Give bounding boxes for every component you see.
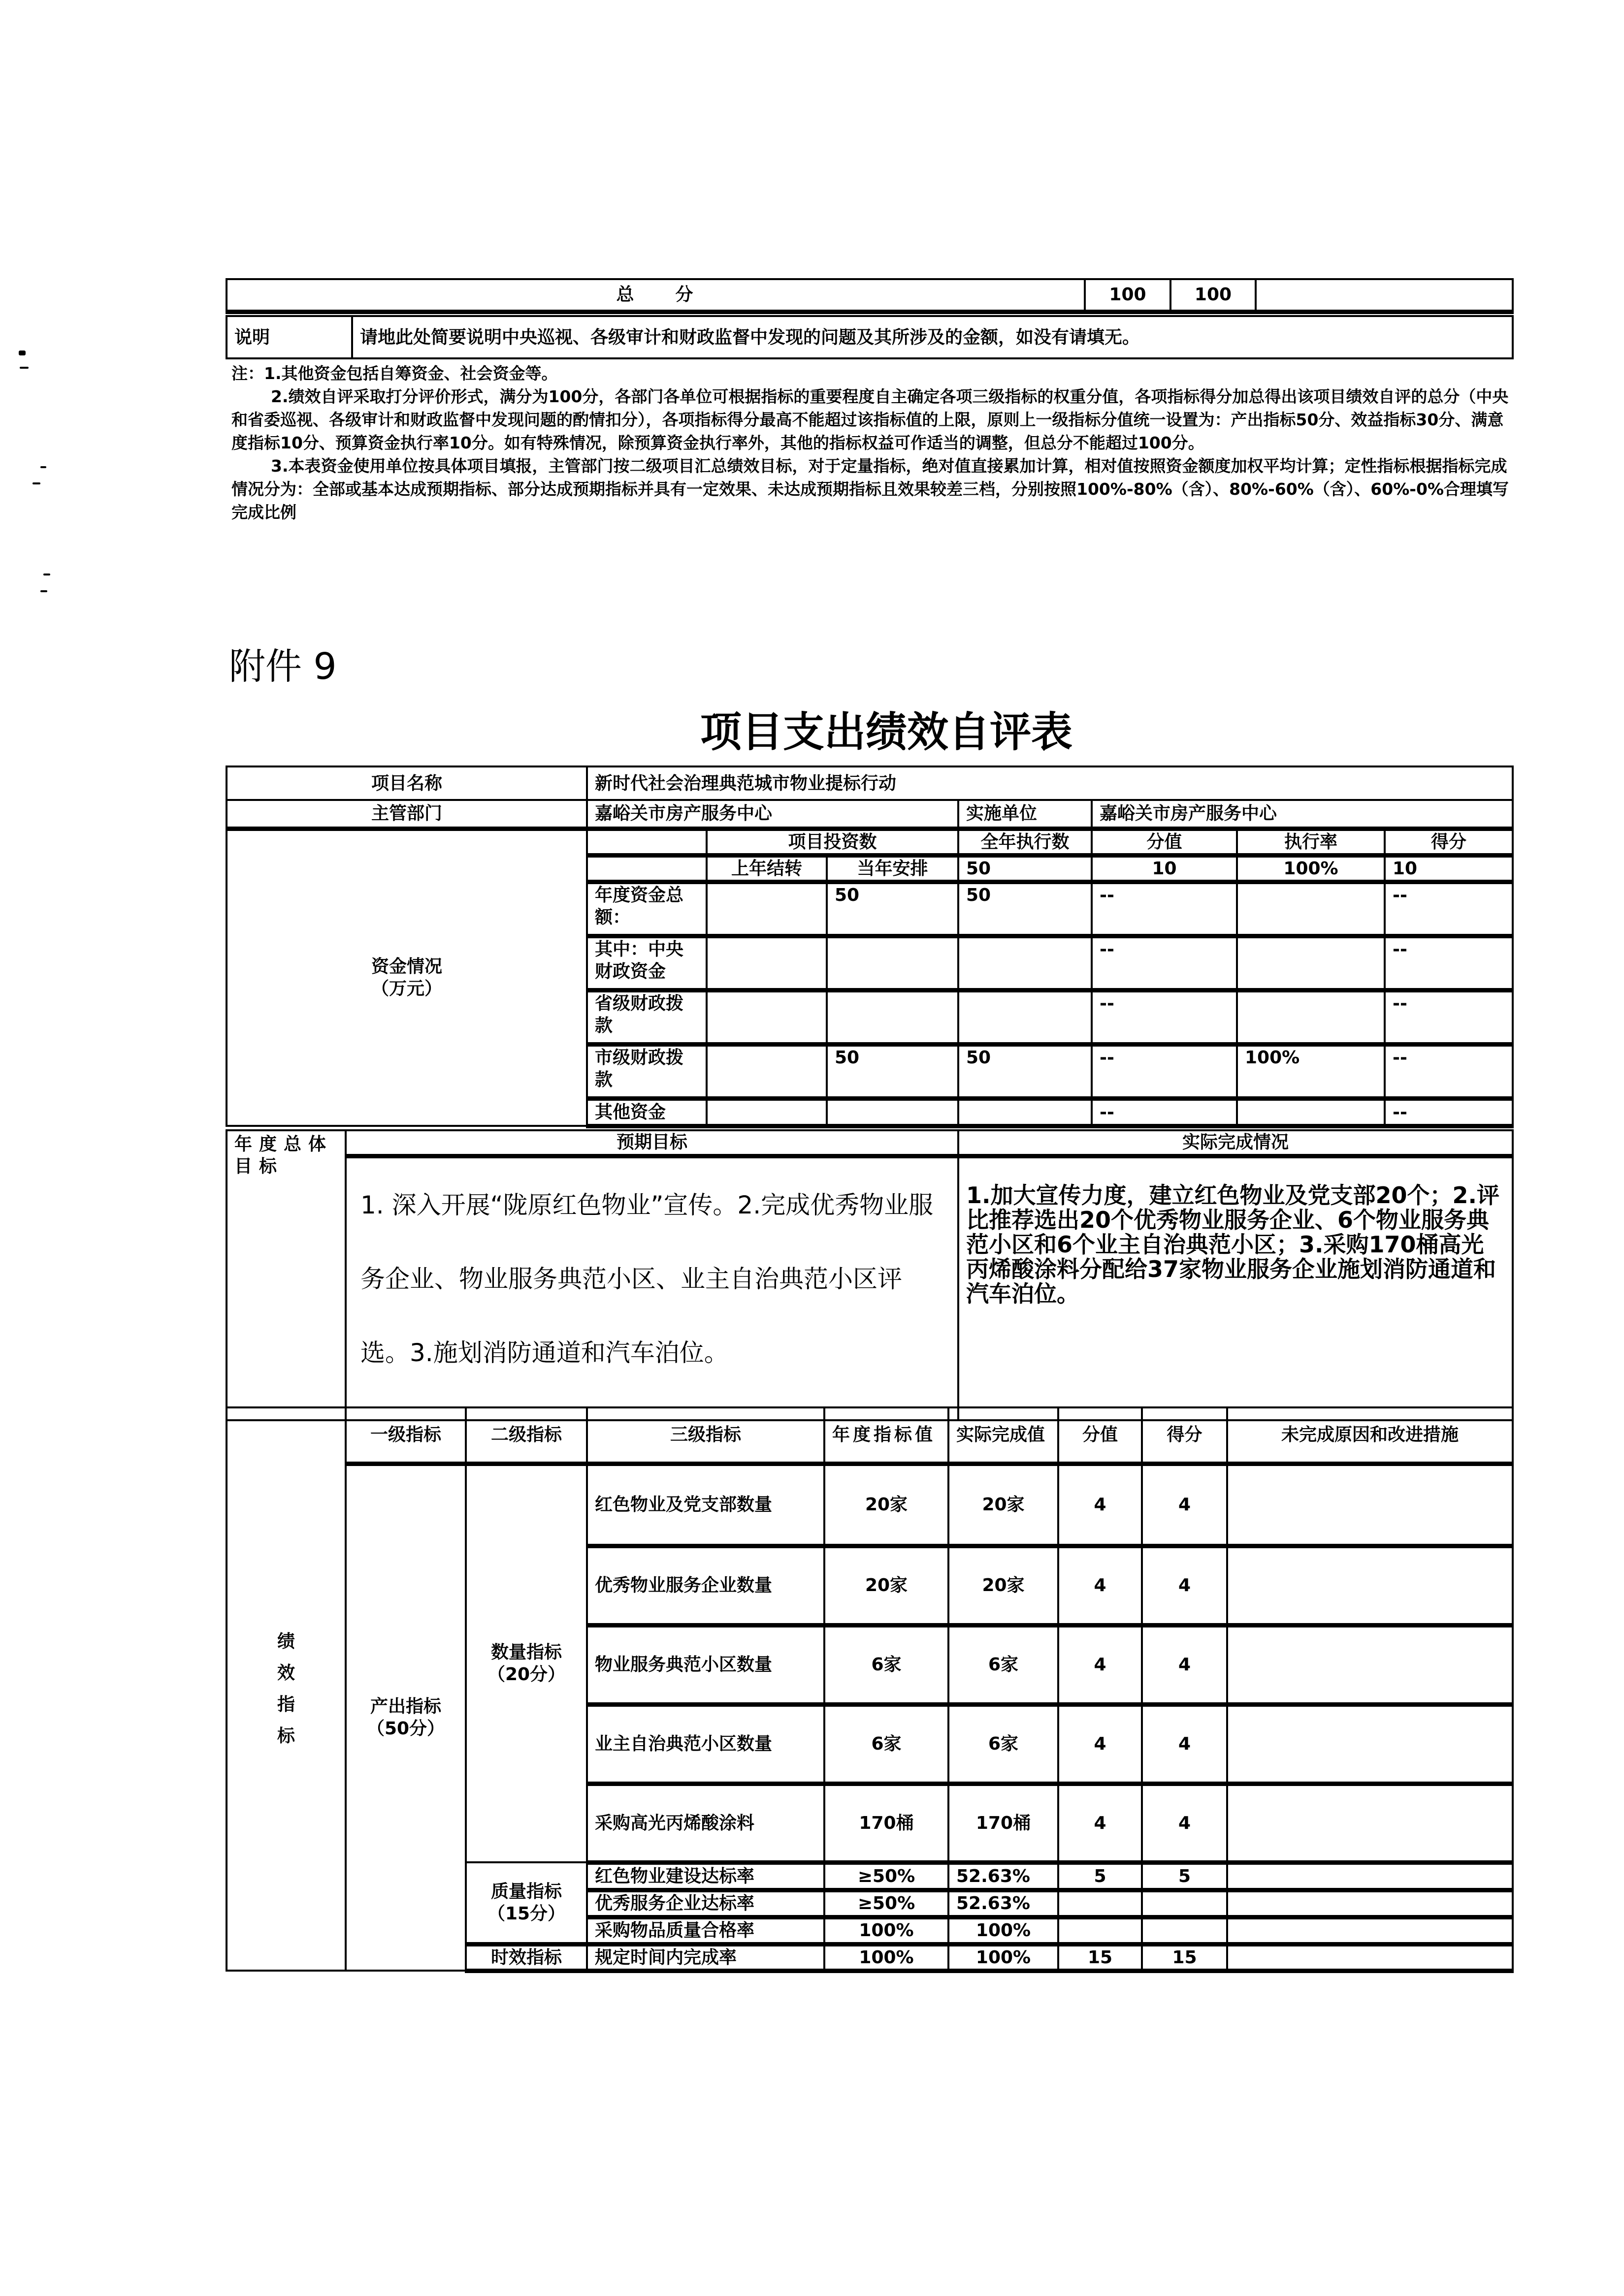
funds-row-label: 其中：中央财政资金 [587, 936, 707, 990]
level3-name: 物业服务典范小区数量 [587, 1625, 824, 1704]
reason [1227, 1890, 1513, 1917]
attachment-label: 附件 9 [229, 645, 337, 688]
funds-row-label: 其他资金 [587, 1098, 707, 1126]
header-prev-year: 上年结转 [707, 855, 827, 882]
funds-title: 资金情况 [371, 957, 442, 977]
funds-section-label [227, 829, 587, 1126]
reason [1227, 1862, 1513, 1890]
total-score-extra [1256, 279, 1513, 312]
scan-mark [40, 590, 47, 592]
total-score-label: 总 分 [227, 279, 1085, 312]
annual-target: 20家 [824, 1464, 948, 1546]
actual-completion-text: 1.加大宣传力度，建立红色物业及党支部20个；2.评比推荐选出20个优秀物业服务企业、6个物业服务典范小区和6个业主自治典范小区；3.采购170桶高光丙烯酸涂料分配给37家物业服务企业施划消防通道和汽车泊位。 [958, 1156, 1513, 1420]
score-value: 4 [1058, 1704, 1142, 1784]
annual-goals-table [226, 1129, 1514, 1421]
actual-value: 170桶 [948, 1784, 1058, 1862]
actual-value: 52.63% [948, 1890, 1058, 1917]
level3-name: 优秀服务企业达标率 [587, 1890, 824, 1917]
header-score: 得分 [1142, 1407, 1227, 1464]
total-score-self: 100 [1170, 279, 1256, 312]
level2-indicator-quantity: 数量指标（20分） [466, 1464, 587, 1862]
score-value: 4 [1058, 1546, 1142, 1625]
score-value: 4 [1058, 1625, 1142, 1704]
level3-name: 红色物业建设达标率 [587, 1862, 824, 1890]
score: 4 [1142, 1784, 1227, 1862]
header-score-value: 分值 [1058, 1407, 1142, 1464]
expected-goals-text: 1. 深入开展“陇原红色物业”宣传。2.完成优秀物业服务企业、物业服务典范小区、业主自治典范小区评选。3.施划消防通道和汽车泊位。 [346, 1156, 958, 1420]
annual-goals-label: 年度总体目标 [227, 1130, 346, 1420]
scan-mark [43, 574, 50, 575]
annual-target: 100% [824, 1944, 948, 1971]
funds-row-executed [958, 990, 1092, 1044]
project-name-label: 项目名称 [227, 766, 587, 800]
score-value: 4 [1058, 1464, 1142, 1546]
funds-row-executed [958, 1098, 1092, 1126]
funds-row-prev [707, 990, 827, 1044]
header-reason: 未完成原因和改进措施 [1227, 1407, 1513, 1464]
actual-value: 100% [948, 1917, 1058, 1944]
level3-name: 采购高光丙烯酸涂料 [587, 1784, 824, 1862]
level3-name: 业主自治典范小区数量 [587, 1704, 824, 1784]
header-level1: 一级指标 [346, 1407, 466, 1464]
actual-value: 20家 [948, 1546, 1058, 1625]
actual-value: 52.63% [948, 1862, 1058, 1890]
annual-target: 6家 [824, 1625, 948, 1704]
explanation-text: 请地此处简要说明中央巡视、各级审计和财政监督中发现的问题及其所涉及的金额，如没有请填无。 [352, 316, 1513, 358]
actual-value: 100% [948, 1944, 1058, 1971]
funds-row-score: -- [1385, 1098, 1513, 1126]
performance-indicators-table [226, 1406, 1514, 1973]
reason [1227, 1625, 1513, 1704]
level2-indicator-timeliness: 时效指标 [466, 1944, 587, 1971]
funds-row-label: 省级财政拨款 [587, 990, 707, 1044]
score-value [1058, 1917, 1142, 1944]
scan-mark [40, 466, 46, 468]
funds-row-exec-rate [1237, 936, 1385, 990]
funds-row-prev [707, 1044, 827, 1098]
performance-indicators-label [227, 1407, 346, 1971]
score-value: 4 [1058, 1784, 1142, 1862]
summary-score: 10 [1385, 855, 1513, 882]
annual-target: ≥50% [824, 1890, 948, 1917]
funds-row-label: 年度资金总额： [587, 882, 707, 936]
annual-target: 100% [824, 1917, 948, 1944]
notes-block [231, 362, 1512, 524]
project-info-table [226, 765, 1514, 1128]
funds-row-score: -- [1385, 936, 1513, 990]
score [1142, 1890, 1227, 1917]
reason [1227, 1704, 1513, 1784]
score: 15 [1142, 1944, 1227, 1971]
level3-name: 红色物业及党支部数量 [587, 1464, 824, 1546]
funds-row-score-value: -- [1092, 936, 1237, 990]
funds-row-label: 市级财政拨款 [587, 1044, 707, 1098]
impl-unit-label: 实施单位 [958, 800, 1092, 829]
summary-executed: 50 [958, 855, 1092, 882]
header-actual: 实际完成值 [948, 1407, 1058, 1464]
actual-value: 20家 [948, 1464, 1058, 1546]
header-curr-year: 当年安排 [827, 855, 958, 882]
summary-score-value: 10 [1092, 855, 1237, 882]
actual-value: 6家 [948, 1625, 1058, 1704]
annual-target: 6家 [824, 1704, 948, 1784]
dept-value: 嘉峪关市房产服务中心 [587, 800, 958, 829]
header-executed: 全年执行数 [958, 829, 1092, 855]
funds-row-score-value: -- [1092, 1044, 1237, 1098]
funds-row-curr: 50 [827, 882, 958, 936]
level2-indicator-quality: 质量指标（15分） [466, 1862, 587, 1944]
funds-row-prev [707, 882, 827, 936]
funds-row-score: -- [1385, 990, 1513, 1044]
level1-indicator: 产出指标（50分） [346, 1464, 466, 1971]
header-level2: 二级指标 [466, 1407, 587, 1464]
score-value: 5 [1058, 1862, 1142, 1890]
funds-row-exec-rate: 100% [1237, 1044, 1385, 1098]
form-title: 项目支出绩效自评表 [700, 708, 1072, 756]
score: 5 [1142, 1862, 1227, 1890]
funds-unit: （万元） [371, 979, 442, 999]
score: 4 [1142, 1625, 1227, 1704]
note-2: 2.绩效自评采取打分评价形式，满分为100分，各部门各单位可根据指标的重要程度自主确定各项三级指标的权重分值，各项指标得分加总得出该项目绩效自评的总分（中央和省委巡视、各级审计和财政监督中发现问题的酌情扣分），各项指标得分最高不能超过该指标值的上限，原则上一级指标分值统一设置为：产出指标50分、效益指标30分、满意度指标10分、预算资金执行率10分。如有特殊情况，除预算资金执行率外，其他的指标权益可作适当的调整，但总分不能超过100分。 [231, 387, 1509, 452]
scan-mark [19, 351, 26, 355]
funds-row-score-value: -- [1092, 882, 1237, 936]
score: 4 [1142, 1464, 1227, 1546]
note-3: 3.本表资金使用单位按具体项目填报，主管部门按二级项目汇总绩效目标，对于定量指标，绝对值直接累加计算，相对值按照资金额度加权平均计算；定性指标根据指标完成情况分为：全部或基本达成预期指标、部分达成预期指标并具有一定效果、未达成预期指标且效果较差三档，分别按照100%-80%（含）、80%-60%（含）、60%-0%合理填写完成比例 [231, 456, 1509, 522]
header-exec-rate: 执行率 [1237, 829, 1385, 855]
funds-row-prev [707, 936, 827, 990]
total-score-value: 100 [1085, 279, 1170, 312]
header-annual-target: 年度指标值 [824, 1407, 948, 1464]
project-name-value: 新时代社会治理典范城市物业提标行动 [587, 766, 1513, 800]
funds-row-executed [958, 936, 1092, 990]
score-value: 15 [1058, 1944, 1142, 1971]
funds-row-executed: 50 [958, 882, 1092, 936]
header-score: 得分 [1385, 829, 1513, 855]
score-summary-table [226, 278, 1514, 314]
reason [1227, 1546, 1513, 1625]
performance-indicators-label-text: 绩效指标 [277, 1631, 295, 1746]
header-score-value: 分值 [1092, 829, 1237, 855]
funds-row-exec-rate [1237, 1098, 1385, 1126]
summary-exec-rate: 100% [1237, 855, 1385, 882]
funds-row-curr [827, 1098, 958, 1126]
reason [1227, 1464, 1513, 1546]
actual-completion-header: 实际完成情况 [958, 1130, 1513, 1156]
reason [1227, 1917, 1513, 1944]
funds-row-score: -- [1385, 882, 1513, 936]
funds-row-prev [707, 1098, 827, 1126]
dept-label: 主管部门 [227, 800, 587, 829]
level3-name: 规定时间内完成率 [587, 1944, 824, 1971]
level3-name: 采购物品质量合格率 [587, 1917, 824, 1944]
reason [1227, 1784, 1513, 1862]
impl-unit-value: 嘉峪关市房产服务中心 [1092, 800, 1513, 829]
explanation-label: 说明 [227, 316, 352, 358]
funds-row-exec-rate [1237, 990, 1385, 1044]
funds-row-curr [827, 990, 958, 1044]
annual-target: 170桶 [824, 1784, 948, 1862]
reason [1227, 1944, 1513, 1971]
scan-mark [20, 367, 29, 369]
header-investment: 项目投资数 [707, 829, 958, 855]
funds-row-curr: 50 [827, 1044, 958, 1098]
score [1142, 1917, 1227, 1944]
funds-row-curr [827, 936, 958, 990]
funds-row-score-value: -- [1092, 990, 1237, 1044]
level3-name: 优秀物业服务企业数量 [587, 1546, 824, 1625]
indicator-row [227, 1464, 1513, 1546]
score: 4 [1142, 1546, 1227, 1625]
annual-target: ≥50% [824, 1862, 948, 1890]
explanation-table [226, 315, 1514, 359]
score: 4 [1142, 1704, 1227, 1784]
funds-row-score-value: -- [1092, 1098, 1237, 1126]
note-1: 注：1.其他资金包括自筹资金、社会资金等。 [231, 364, 558, 383]
header-level3: 三级指标 [587, 1407, 824, 1464]
funds-row-executed: 50 [958, 1044, 1092, 1098]
funds-row-exec-rate [1237, 882, 1385, 936]
actual-value: 6家 [948, 1704, 1058, 1784]
scan-mark [32, 482, 40, 484]
funds-row-score: -- [1385, 1044, 1513, 1098]
annual-target: 20家 [824, 1546, 948, 1625]
score-value [1058, 1890, 1142, 1917]
expected-goals-header: 预期目标 [346, 1130, 958, 1156]
